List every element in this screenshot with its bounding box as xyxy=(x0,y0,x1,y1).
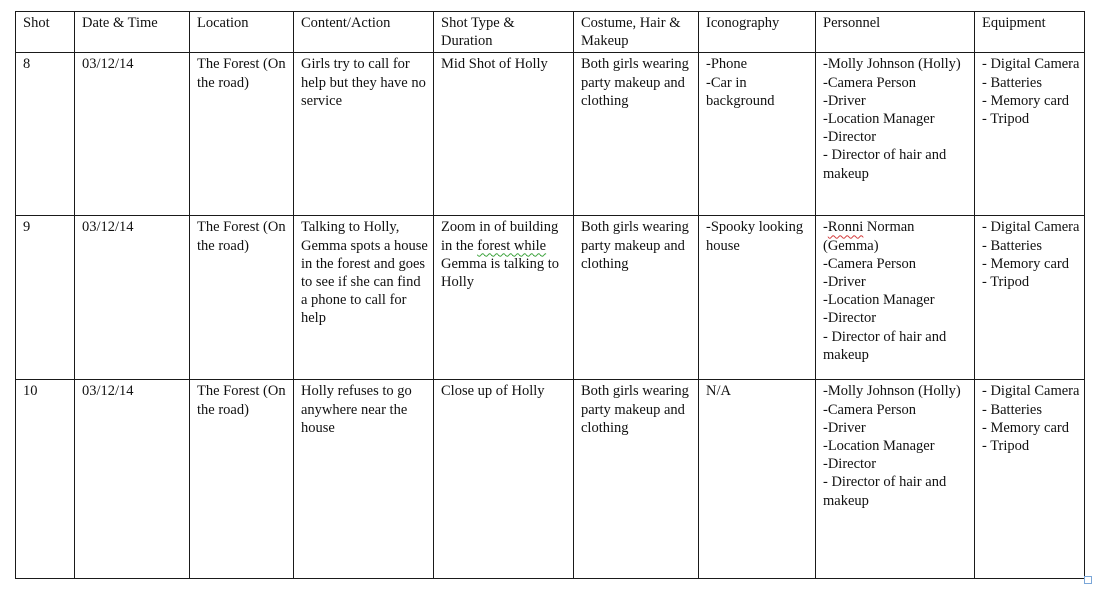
personnel-line: -Director xyxy=(823,456,877,473)
header-iconography[interactable]: Iconography xyxy=(699,12,816,53)
table-resize-handle[interactable] xyxy=(1084,576,1092,584)
table-row xyxy=(16,380,1085,579)
equipment-line: - Batteries xyxy=(982,401,1042,418)
iconography-line: -Car in background xyxy=(706,74,775,109)
header-equipment[interactable]: Equipment xyxy=(975,12,1085,53)
cell-content[interactable]: Girls try to call for help but they have no service xyxy=(294,53,434,216)
equipment-line: - Memory card xyxy=(982,92,1069,109)
cell-personnel[interactable] xyxy=(816,380,975,579)
personnel-line: -Director xyxy=(823,129,877,146)
personnel-line: - Director of hair and makeup xyxy=(823,147,947,182)
shot-list-table xyxy=(15,11,1085,579)
cell-location[interactable]: The Forest (On the road) xyxy=(190,53,294,216)
cell-date[interactable]: 03/12/14 xyxy=(75,216,190,380)
equipment-line: - Memory card xyxy=(982,419,1069,436)
cell-shot[interactable]: 8 xyxy=(16,53,75,216)
personnel-line: -Driver xyxy=(823,92,866,109)
personnel-line: -Director xyxy=(823,310,877,327)
header-shot[interactable]: Shot xyxy=(16,12,75,53)
personnel-line: -Molly Johnson (Holly) xyxy=(823,56,961,73)
cell-shot[interactable]: 10 xyxy=(16,380,75,579)
cell-personnel[interactable] xyxy=(816,216,975,380)
personnel-line: -Location Manager xyxy=(823,292,935,309)
shot-type-text: Zoom in of building in the xyxy=(441,219,559,254)
cell-equipment[interactable] xyxy=(975,380,1085,579)
header-location[interactable]: Location xyxy=(190,12,294,53)
personnel-line: - Director of hair and makeup xyxy=(823,328,947,363)
iconography-line: N/A xyxy=(706,383,731,400)
iconography-line: -Phone xyxy=(706,56,748,73)
personnel-dash: - xyxy=(823,219,828,236)
personnel-line xyxy=(823,218,970,254)
personnel-line: -Camera Person xyxy=(823,74,917,91)
header-personnel[interactable]: Personnel xyxy=(816,12,975,53)
cell-iconography[interactable] xyxy=(699,53,816,216)
personnel-line: -Location Manager xyxy=(823,438,935,455)
equipment-line: - Digital Camera xyxy=(982,56,1080,73)
cell-shot-type[interactable] xyxy=(434,216,574,380)
cell-equipment[interactable] xyxy=(975,216,1085,380)
header-date-time[interactable]: Date & Time xyxy=(75,12,190,53)
header-content-action[interactable]: Content/Action xyxy=(294,12,434,53)
equipment-line: - Batteries xyxy=(982,237,1042,254)
cell-costume[interactable]: Both girls wearing party makeup and clothing xyxy=(574,53,699,216)
personnel-line: -Camera Person xyxy=(823,255,917,272)
cell-content[interactable]: Holly refuses to go anywhere near the house xyxy=(294,380,434,579)
cell-iconography[interactable] xyxy=(699,380,816,579)
table-row xyxy=(16,53,1085,216)
personnel-line: -Location Manager xyxy=(823,111,935,128)
cell-date[interactable]: 03/12/14 xyxy=(75,53,190,216)
equipment-line: - Digital Camera xyxy=(982,383,1080,400)
equipment-line: - Digital Camera xyxy=(982,219,1080,236)
cell-date[interactable]: 03/12/14 xyxy=(75,380,190,579)
grammar-flag: forest while xyxy=(477,237,547,254)
personnel-line: -Molly Johnson (Holly) xyxy=(823,383,961,400)
spelling-flag: Ronni xyxy=(827,219,864,236)
cell-shot-type[interactable]: Close up of Holly xyxy=(434,380,574,579)
shot-list-document xyxy=(15,11,1084,579)
cell-costume[interactable]: Both girls wearing party makeup and clothing xyxy=(574,216,699,380)
cell-iconography[interactable] xyxy=(699,216,816,380)
iconography-line: -Spooky looking house xyxy=(706,219,804,254)
header-costume-hair-makeup[interactable]: Costume, Hair & Makeup xyxy=(574,12,699,53)
table-row xyxy=(16,216,1085,380)
equipment-line: - Tripod xyxy=(982,438,1030,455)
shot-type-text: Gemma is talking to Holly xyxy=(441,255,559,291)
equipment-line: - Memory card xyxy=(982,255,1069,272)
cell-content[interactable]: Talking to Holly, Gemma spots a house in the forest and goes to see if she can find a phone to call for help xyxy=(294,216,434,380)
cell-costume[interactable]: Both girls wearing party makeup and clothing xyxy=(574,380,699,579)
equipment-line: - Tripod xyxy=(982,274,1030,291)
equipment-line: - Tripod xyxy=(982,111,1030,128)
cell-location[interactable]: The Forest (On the road) xyxy=(190,216,294,380)
header-row xyxy=(16,12,1085,53)
personnel-line: -Driver xyxy=(823,419,866,436)
personnel-rest: Norman (Gemma) xyxy=(823,219,915,254)
personnel-line: - Director of hair and makeup xyxy=(823,474,947,509)
cell-location[interactable]: The Forest (On the road) xyxy=(190,380,294,579)
cell-shot-type[interactable]: Mid Shot of Holly xyxy=(434,53,574,216)
cell-personnel[interactable] xyxy=(816,53,975,216)
header-shot-type-duration[interactable]: Shot Type & Duration xyxy=(434,12,574,53)
personnel-line: -Driver xyxy=(823,274,866,291)
equipment-line: - Batteries xyxy=(982,74,1042,91)
cell-shot[interactable]: 9 xyxy=(16,216,75,380)
cell-equipment[interactable] xyxy=(975,53,1085,216)
personnel-line: -Camera Person xyxy=(823,401,917,418)
